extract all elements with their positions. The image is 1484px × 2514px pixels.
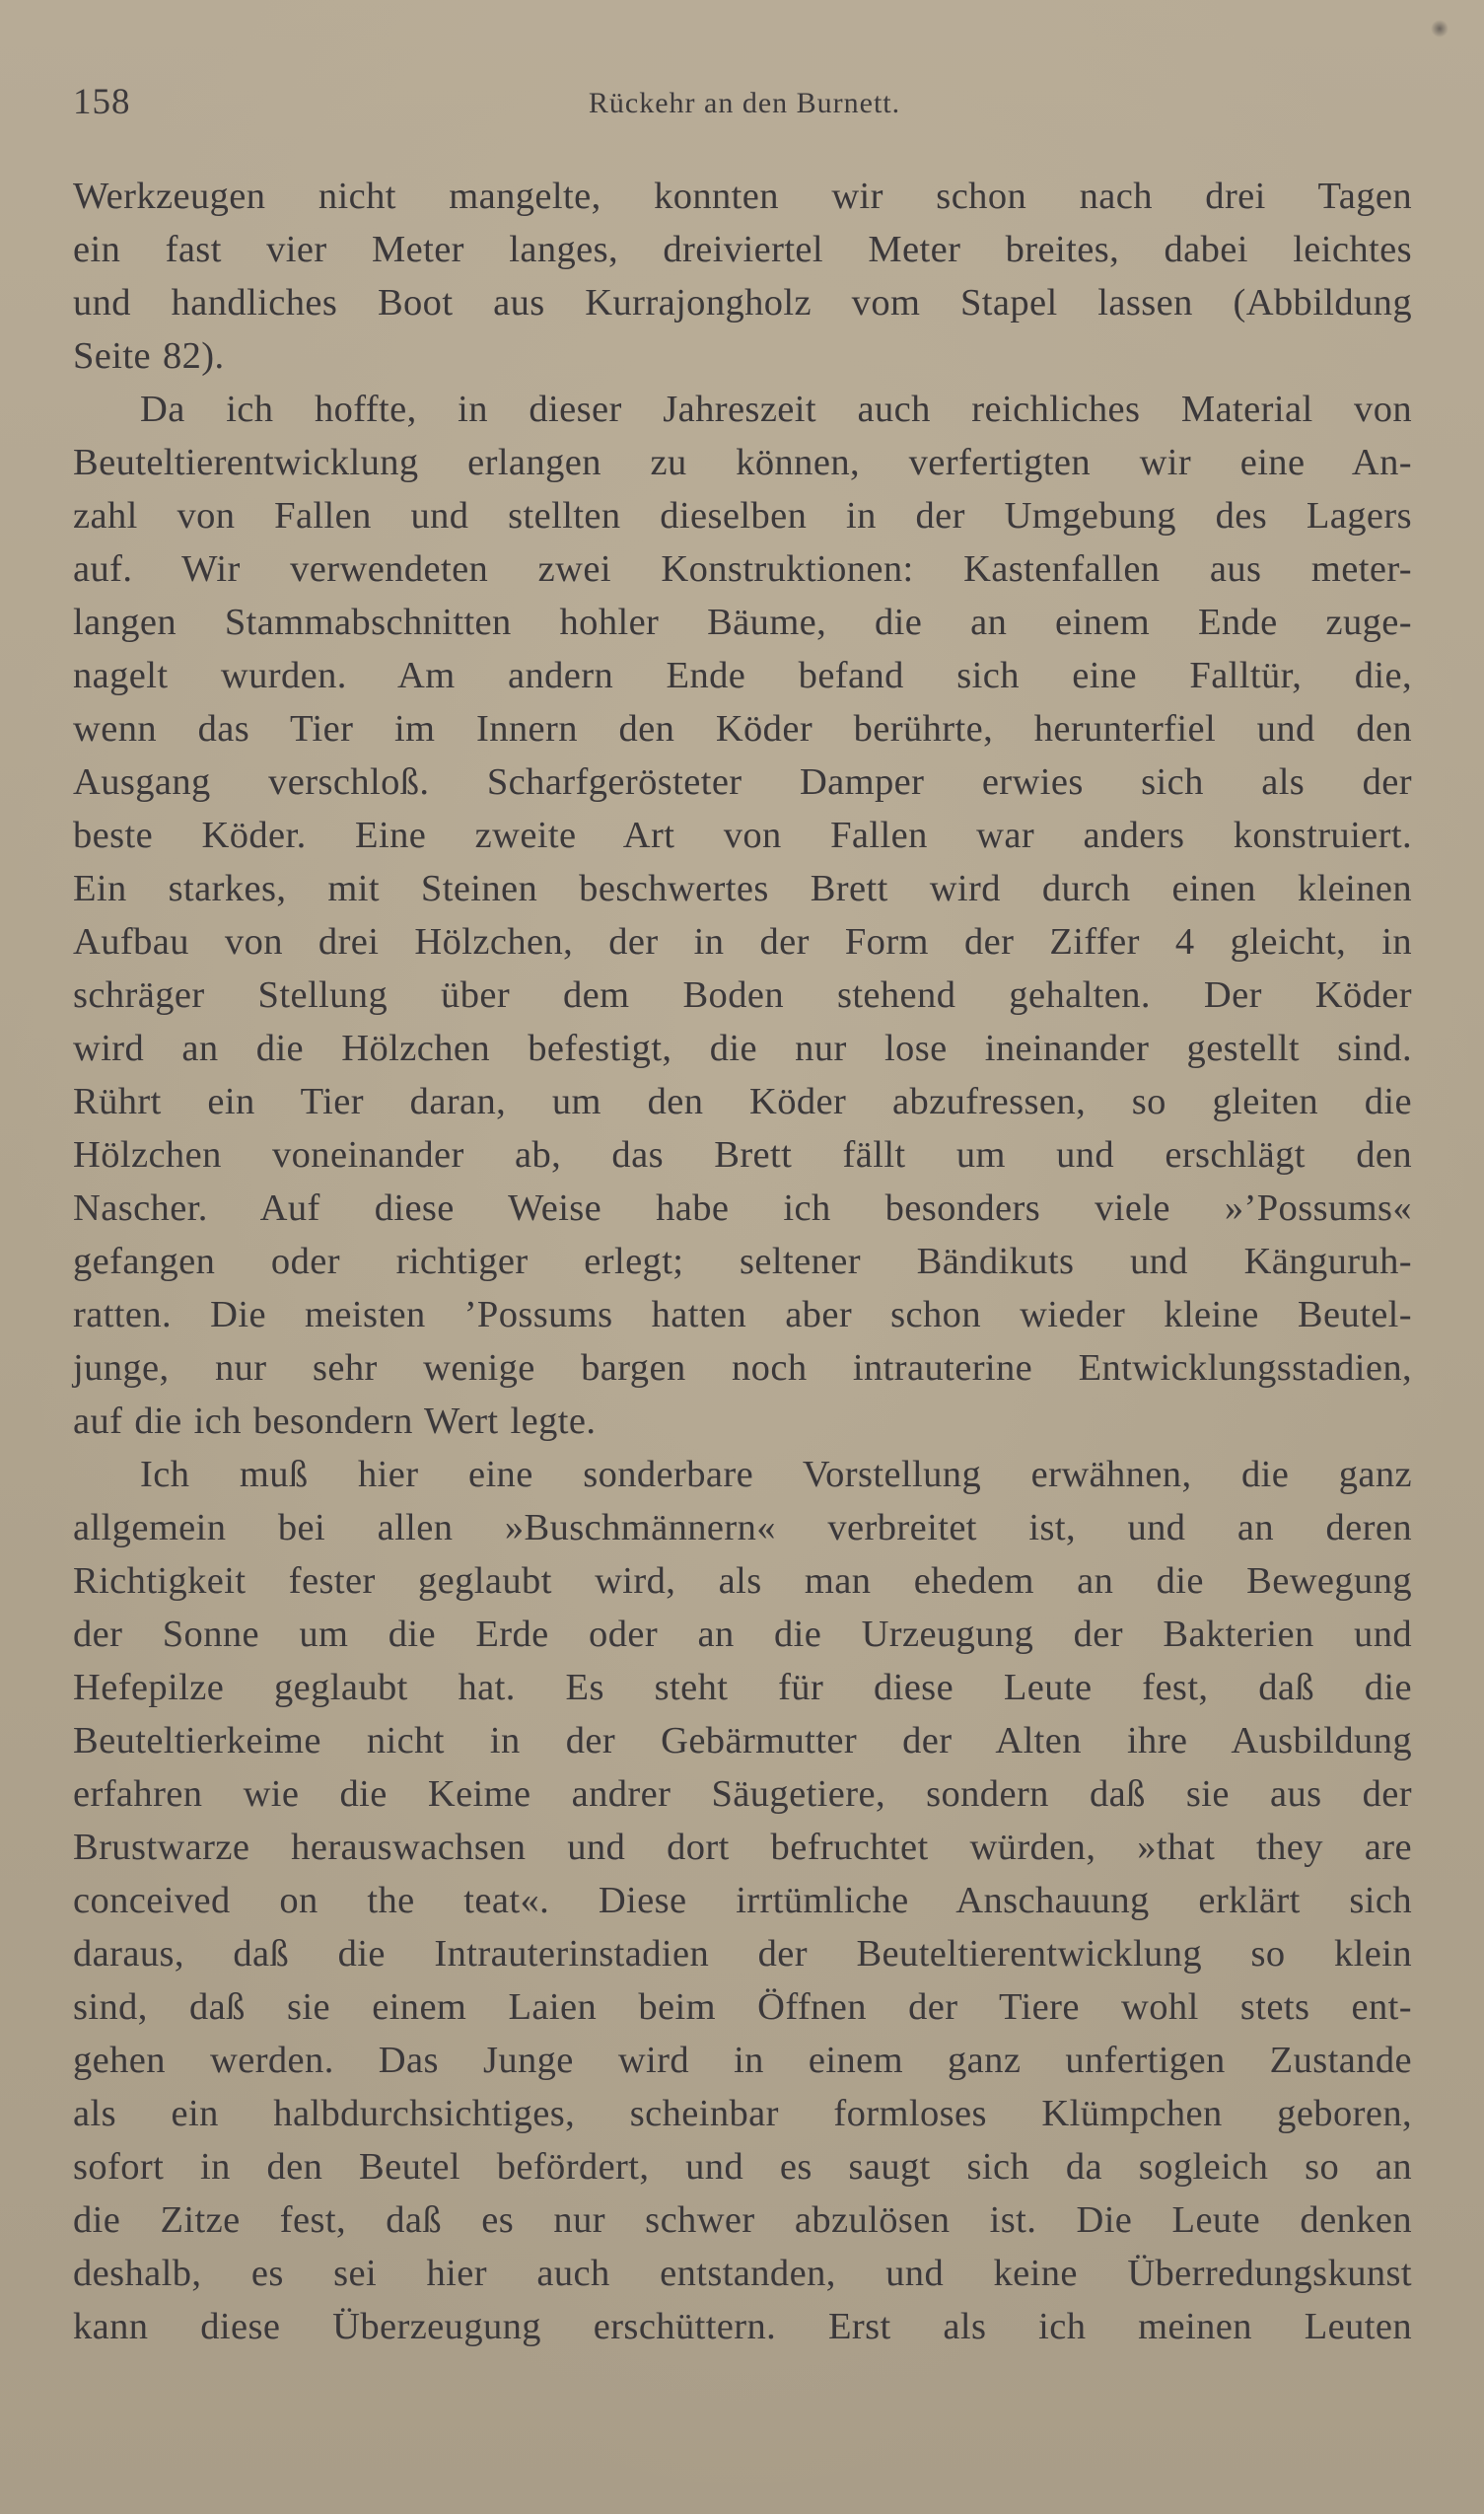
- page-number: 158: [73, 82, 131, 122]
- text-line: allgemein bei allen »Buschmännern« verbreitet ist, und an deren: [73, 1507, 1412, 1548]
- text-line: Nascher. Auf diese Weise habe ich besonders viele »’Possums«: [73, 1187, 1412, 1229]
- text-line: auf. Wir verwendeten zwei Konstruktionen: Kastenfallen aus meter-: [73, 548, 1412, 590]
- text-line: Richtigkeit fester geglaubt wird, als man ehedem an die Bewegung: [73, 1560, 1412, 1602]
- text-line: schräger Stellung über dem Boden stehend gehalten. Der Köder: [73, 974, 1412, 1016]
- text-line: daraus, daß die Intrauterinstadien der Beuteltierentwicklung so klein: [73, 1933, 1412, 1975]
- text-line: sofort in den Beutel befördert, und es saugt sich da sogleich so an: [73, 2146, 1412, 2188]
- paragraph-3: [73, 1448, 1412, 2353]
- text-line: Ein starkes, mit Steinen beschwertes Brett wird durch einen kleinen: [73, 868, 1412, 909]
- body-text: [73, 170, 1412, 2353]
- text-line: beste Köder. Eine zweite Art von Fallen war anders konstruiert.: [73, 815, 1412, 856]
- text-line: wenn das Tier im Innern den Köder berührte, herunterfiel und den: [73, 708, 1412, 750]
- text-line: langen Stammabschnitten hohler Bäume, die an einem Ende zuge-: [73, 602, 1412, 643]
- running-head: [73, 81, 1416, 130]
- text-line: Hölzchen voneinander ab, das Brett fällt um und erschlägt den: [73, 1134, 1412, 1176]
- text-line: als ein halbdurchsichtiges, scheinbar formloses Klümpchen geboren,: [73, 2093, 1412, 2134]
- text-line: Ausgang verschloß. Scharfgerösteter Damper erwies sich als der: [73, 761, 1412, 803]
- text-line: der Sonne um die Erde oder an die Urzeugung der Bakterien und: [73, 1614, 1412, 1655]
- paragraph-1: [73, 170, 1412, 383]
- text-line: Hefepilze geglaubt hat. Es steht für diese Leute fest, daß die: [73, 1667, 1412, 1708]
- running-title: Rückehr an den Burnett.: [588, 87, 901, 119]
- text-line: erfahren wie die Keime andrer Säugetiere, sondern daß sie aus der: [73, 1773, 1412, 1815]
- text-line: Da ich hoffte, in dieser Jahreszeit auch reichliches Material von: [140, 389, 1412, 430]
- text-line: Brustwarze herauswachsen und dort befruchtet würden, »that they are: [73, 1827, 1412, 1868]
- text-line: gefangen oder richtiger erlegt; seltener Bändikuts und Känguruh-: [73, 1241, 1412, 1282]
- text-line: junge, nur sehr wenige bargen noch intrauterine Entwicklungsstadien,: [73, 1347, 1412, 1389]
- text-line: Beuteltierkeime nicht in der Gebärmutter der Alten ihre Ausbildung: [73, 1720, 1412, 1761]
- text-line: die Zitze fest, daß es nur schwer abzulösen ist. Die Leute denken: [73, 2199, 1412, 2241]
- text-line: conceived on the teat«. Diese irrtümliche Anschauung erklärt sich: [73, 1880, 1412, 1921]
- text-line: zahl von Fallen und stellten dieselben in der Umgebung des Lagers: [73, 495, 1412, 537]
- text-line: und handliches Boot aus Kurrajongholz vom Stapel lassen (Abbildung: [73, 282, 1412, 323]
- text-line: Beuteltierentwicklung erlangen zu können, verfertigten wir eine An-: [73, 442, 1412, 483]
- text-line: deshalb, es sei hier auch entstanden, und keine Überredungskunst: [73, 2253, 1412, 2294]
- text-line: Werkzeugen nicht mangelte, konnten wir schon nach drei Tagen: [73, 176, 1412, 217]
- text-line: Seite 82).: [73, 335, 225, 377]
- text-line: Rührt ein Tier daran, um den Köder abzufressen, so gleiten die: [73, 1081, 1412, 1122]
- text-line: ein fast vier Meter langes, dreiviertel Meter breites, dabei leichtes: [73, 229, 1412, 270]
- text-line: gehen werden. Das Junge wird in einem ganz unfertigen Zustande: [73, 2040, 1412, 2081]
- paragraph-2: [73, 383, 1412, 1448]
- ink-speck: [1431, 20, 1449, 37]
- text-line: wird an die Hölzchen befestigt, die nur lose ineinander gestellt sind.: [73, 1028, 1412, 1069]
- text-line: Ich muß hier eine sonderbare Vorstellung erwähnen, die ganz: [140, 1454, 1412, 1495]
- text-line: ratten. Die meisten ’Possums hatten aber schon wieder kleine Beutel-: [73, 1294, 1412, 1335]
- text-line: Aufbau von drei Hölzchen, der in der Form der Ziffer 4 gleicht, in: [73, 921, 1412, 963]
- text-line: sind, daß sie einem Laien beim Öffnen der Tiere wohl stets ent-: [73, 1986, 1412, 2028]
- text-line: nagelt wurden. Am andern Ende befand sich eine Falltür, die,: [73, 655, 1412, 696]
- text-line: kann diese Überzeugung erschüttern. Erst als ich meinen Leuten: [73, 2306, 1412, 2347]
- text-line: auf die ich besondern Wert legte.: [73, 1401, 597, 1442]
